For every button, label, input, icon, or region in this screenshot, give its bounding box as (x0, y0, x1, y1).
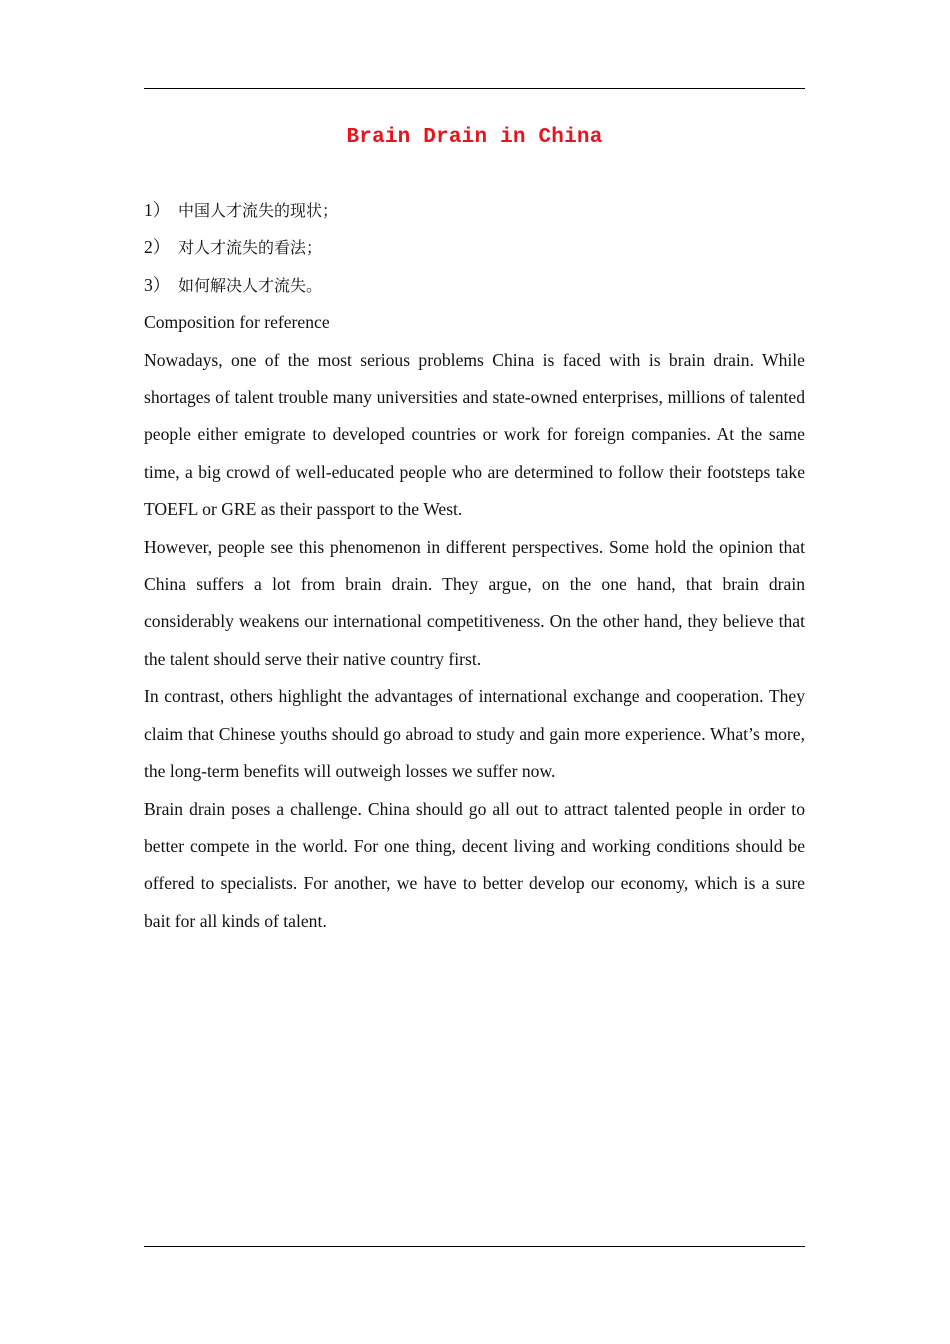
outline-text: 对人才流失的看法； (178, 238, 323, 258)
outline-item-3 (144, 267, 805, 304)
paragraph: Brain drain poses a challenge. China should go all out to attract talented people in order to better compete in the world. For one thing, decent living and working conditions should be offered to specialists. For another, we have to better develop our economy, which is a sure bait for all kinds of talent. (144, 798, 805, 931)
header-rule (144, 88, 805, 89)
outline-number: 2） (144, 237, 171, 258)
outline-item-1 (144, 192, 805, 229)
reference-label: Composition for reference (144, 312, 330, 333)
outline-number: 1） (144, 200, 171, 220)
outline-text: 如何解决人才流失。 (178, 275, 323, 295)
paragraph: Nowadays, one of the most serious problems China is faced with is brain drain. While shortages of talent trouble many universities and state-owned enterprises, millions of talented people either emigrate to developed countries or work for foreign companies. At the same time, a big crowd of well-educated people who are determined to follow their footsteps take TOEFL or GRE as their passport to the West. (144, 349, 805, 520)
paragraph: However, people see this phenomenon in different perspectives. Some hold the opinion that China suffers a lot from brain drain. They argue, on the one hand, that brain drain considerably weakens our international competitiveness. On the other hand, they believe that the talent should serve their native country first. (144, 536, 805, 669)
outline-text: 中国人才流失的现状； (178, 201, 339, 220)
document-title: Brain Drain in China (346, 126, 603, 149)
outline-item-2 (144, 229, 805, 266)
footer-rule (144, 1246, 805, 1247)
paragraph: In contrast, others highlight the advantages of international exchange and cooperation. They claim that Chinese youths should go abroad to study and gain more experience. What’s more, the long-term benefits will outweigh losses we suffer now. (144, 686, 805, 782)
outline-number: 3） (144, 274, 171, 295)
document-body (144, 192, 805, 940)
